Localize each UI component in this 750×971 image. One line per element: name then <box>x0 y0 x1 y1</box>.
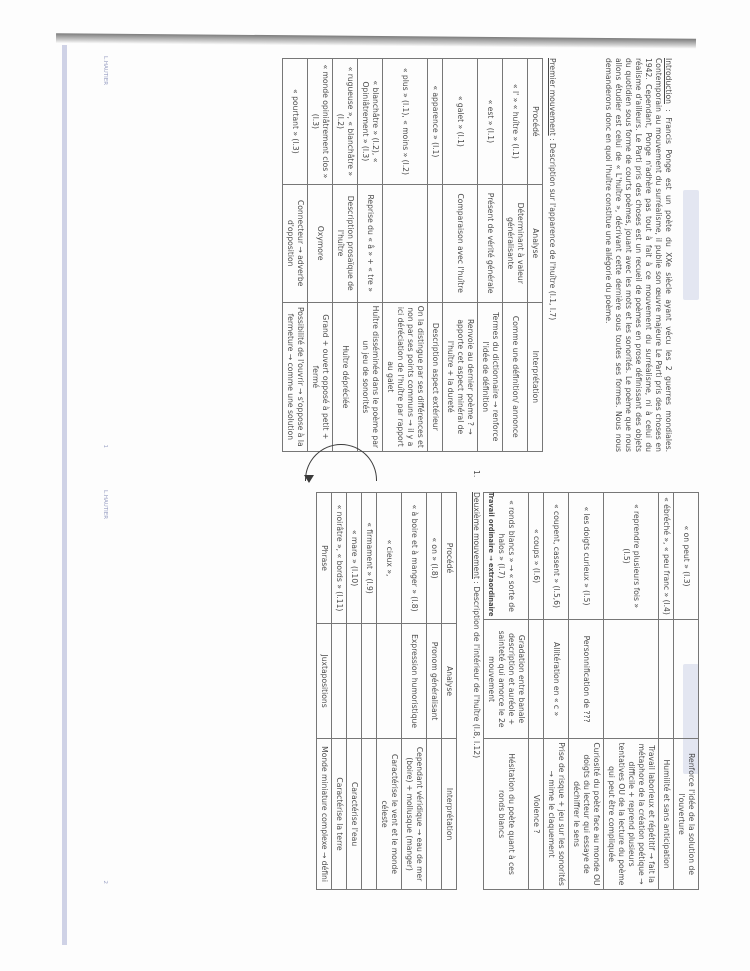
table-row <box>401 493 426 890</box>
table-cell: « est » (l.1) <box>477 59 502 185</box>
table-row <box>382 59 427 452</box>
page-1-footer-left: L.HAUTIER <box>102 56 109 86</box>
column-header: Analyse <box>527 184 542 302</box>
first-movement-label: Premier mouvement <box>548 58 557 136</box>
introduction-text: : Francis Ponge est un poète du XXe siècle ayant vécu les 2 guerres mondiales. Contemporain au mouvement du surréalisme, il publie son œuvre majeure Le Parti pris des choses en 1942. Cependant, Ponge n'adhère pas tout à fait à ce mouvement du surréalisme, ni à celui du réalisme d'ailleurs. Le Parti pris des choses est un recueil de poèmes en prose définissant des objets du quotidien sous forme de courts poèmes, jouant avec les mots et les sonorités. Le poème que nous allons étudier est celui de « L'huître », décrivant cette dernière sous toutes ses formes. Nous nous demanderons donc en quoi l'huître constitue une allégorie du poème. <box>603 58 673 452</box>
table-row <box>357 59 382 452</box>
table-cell: Prise de risque + jeu sur les sonorités → mime le claquement <box>543 739 568 890</box>
page-1-number: 1 <box>102 444 109 448</box>
table-cell: « plus » (l.1), « moins » (l.2) <box>382 59 427 185</box>
first-movement-table-continued <box>483 492 699 890</box>
table-cell <box>528 620 543 739</box>
page-2 <box>97 470 707 890</box>
first-movement-heading <box>547 58 557 320</box>
table-cell <box>382 184 427 302</box>
page-2-number: 2 <box>102 880 109 884</box>
table-row <box>568 493 603 890</box>
table-cell: « cieux », <box>376 493 401 624</box>
table-cell: « blanchâtre » (l.2), « Opiniâtrement » (l.3) <box>357 59 382 185</box>
table-cell: « on peut » (l.3) <box>673 493 698 620</box>
table-cell: Oxymore <box>307 184 332 302</box>
table-cell: Cependant véridique → eau de mer (boire) + mollusque (manger) <box>401 739 426 890</box>
table-cell: Allitération en « c » <box>543 620 568 739</box>
table-cell <box>603 620 658 739</box>
table-cell: Reprise du « â » + « tre » <box>357 184 382 302</box>
table-cell: « monde opiniâtrement clos » (l.3) <box>307 59 332 185</box>
table-cell: Humilité et sans anticipation <box>658 739 673 890</box>
page-1-header-tab <box>683 190 699 300</box>
table-cell: « à boire et à manger » (l.8) <box>401 493 426 624</box>
column-header: Analyse <box>441 624 456 739</box>
table-cell: « mare » (l.10) <box>346 493 361 624</box>
table-cell: Possibilité de l'ouvrir → s'oppose à la fermeture → comme une solution <box>282 302 307 451</box>
table-row <box>346 493 361 890</box>
table-cell: « coupent, cassent » (l.5,6) <box>543 493 568 620</box>
table-cell: Juxtapositions <box>316 624 331 739</box>
table-cell: Pronom généralisant <box>426 624 441 739</box>
table-cell: Gradation entre banale description et auréole + sainteté qui amorce le 2e mouvement <box>483 620 528 739</box>
table-cell: Description prosaïque de l'huître <box>332 184 357 302</box>
table-cell: Comparaison avec l'huître <box>442 184 477 302</box>
table-cell: Expression humoristique <box>401 624 426 739</box>
table-cell: Description aspect extérieur <box>427 302 442 451</box>
first-movement-table <box>282 58 543 452</box>
table-cell: « firmament » (l.9) <box>361 493 376 624</box>
table-cell: Huître dépréciée <box>332 302 357 451</box>
table-cell: Renvoie au dernier poème ? → apporte cet aspect minéral de l'huître + la dureté <box>442 302 477 451</box>
table-header-row <box>441 493 456 890</box>
table-cell: Grand + ouvert opposé à petit + fermé <box>307 302 332 451</box>
table-cell: Huître disséminée dans le poème par un jeu de sonorités <box>357 302 382 451</box>
second-movement-heading <box>471 492 481 758</box>
table-row <box>332 59 357 452</box>
scanned-spread <box>87 50 707 890</box>
second-movement-label: Deuxième mouvement <box>472 492 481 579</box>
column-header: Procédé <box>527 59 542 185</box>
table-row <box>361 493 376 890</box>
table-cell: Curiosité du poète face au monde OU doigts du lecteur qui essaye de déchiffrer le sens <box>568 739 603 890</box>
table-row <box>603 493 658 890</box>
table-cell <box>427 184 442 302</box>
table-cell <box>361 739 376 890</box>
rotated-scan-container <box>0 50 707 886</box>
table-cell: « apparence » (l.1) <box>427 59 442 185</box>
table-cell: « les doigts curieux » (l.5) <box>568 493 603 620</box>
table-cell: Violence ? <box>528 739 543 890</box>
table-cell: « reprendre plusieurs fois » (l.5) <box>603 493 658 620</box>
table-cell: « ébréché », « peu franc » (l.4) <box>658 493 673 620</box>
table-cell: « l' » « huître » (l.1) <box>502 59 527 185</box>
page-2-footer-left: L.HAUTIER <box>102 490 109 520</box>
second-movement-text: : Description de l'intérieur de l'huître (l.8, l.12) <box>472 578 481 759</box>
table-header-row <box>527 59 542 452</box>
table-cell: « ronds blancs » → « sorte de halos » (l.7) <box>483 493 528 620</box>
transition-note: Travail ordinaire → extraordinaire <box>487 492 495 617</box>
table-row <box>331 493 346 890</box>
column-header: Procédé <box>441 493 456 624</box>
table-row <box>502 59 527 452</box>
table-cell: Phrase <box>316 493 331 624</box>
column-header: Interprétation <box>441 739 456 890</box>
table-cell: Caractérise l'eau <box>346 739 361 890</box>
scan-edge-shadow <box>56 33 696 49</box>
table-cell: Caractérise le vent et le monde céleste <box>376 739 401 890</box>
introduction-label: Introduction <box>664 58 673 104</box>
table-cell: Hésitation du poète quant à ces ronds blancs <box>483 739 528 890</box>
table-cell: « on » (l.8) <box>426 493 441 624</box>
table-cell <box>361 624 376 739</box>
table-row <box>543 493 568 890</box>
table-cell: Personnification de ??? <box>568 620 603 739</box>
table-cell <box>376 624 401 739</box>
table-row <box>376 493 401 890</box>
table-row <box>282 59 307 452</box>
introduction-paragraph <box>603 58 673 452</box>
table-row <box>673 493 698 890</box>
table-cell <box>346 624 361 739</box>
table-cell: « pourtant » (l.3) <box>282 59 307 185</box>
table-cell: Monde miniature complexe → défini <box>316 739 331 890</box>
second-movement-table <box>316 492 457 890</box>
table-cell <box>658 620 673 739</box>
table-cell: « noirâtre », « bords » (l.11) <box>331 493 346 624</box>
table-cell: Déterminant à valeur généralisante <box>502 184 527 302</box>
table-row <box>427 59 442 452</box>
table-cell <box>673 620 698 739</box>
list-number: 1. <box>472 470 481 478</box>
table-cell: On la distingue par ses différences et non par ses points communs → il y a ici déréciation de l'huître par rapport au galet <box>382 302 427 451</box>
table-cell: « galet » (l.1) <box>442 59 477 185</box>
table-cell <box>426 739 441 890</box>
table-cell: « coups » (l.6) <box>528 493 543 620</box>
table-cell: Termes du dictionnaire → renforce l'idée de définition <box>477 302 502 451</box>
first-movement-text: : Description sur l'apparence de l'huître (l.1, l.7) <box>548 135 557 321</box>
table-row <box>477 59 502 452</box>
table-cell: Travail laborieux et répétitif → fait la métaphore de la création poétique → difficile + reprend plusieurs tentatives OU de la lecture du poème qui peut être compliquée <box>603 739 658 890</box>
table-row <box>426 493 441 890</box>
table-row <box>307 59 332 452</box>
table-cell: Présent de vérité générale <box>477 184 502 302</box>
table-row <box>442 59 477 452</box>
table-cell: Connecteur → adverbe d'opposition <box>282 184 307 302</box>
page-1 <box>97 50 707 454</box>
table-cell: « rugueuse », « blanchâtre » (l.2) <box>332 59 357 185</box>
table-cell: Caractérise la terre <box>331 739 346 890</box>
arrowhead-icon <box>304 475 314 483</box>
table-row <box>658 493 673 890</box>
table-cell <box>331 624 346 739</box>
column-header: Interprétation <box>527 302 542 451</box>
table-cell: Comme une définition/ annonce <box>502 302 527 451</box>
table-cell: Renforce l'idée de la solution de l'ouverture <box>673 739 698 890</box>
table-row <box>528 493 543 890</box>
table-row <box>316 493 331 890</box>
